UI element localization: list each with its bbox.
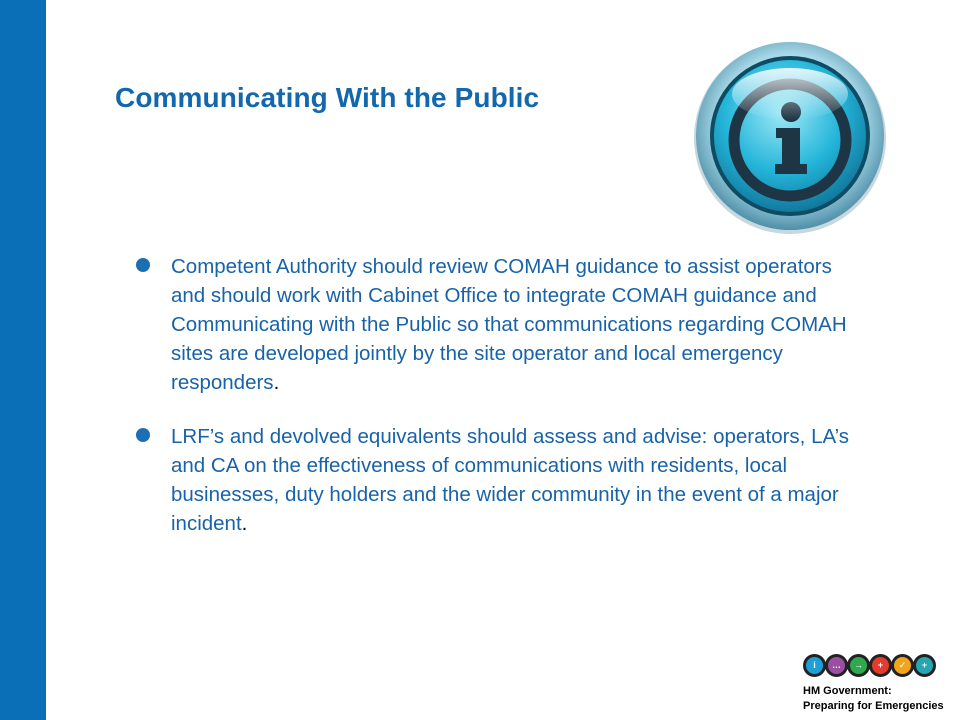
check-icon: ✓ [891,654,914,677]
bullet-period: . [241,512,248,535]
logo-text [803,684,953,714]
bullet-item [136,252,856,397]
left-accent-bar [0,0,46,720]
bullet-dot-icon [136,258,150,272]
info-icon: i [803,654,826,677]
slide-title: Communicating With the Public [115,82,540,113]
info-icon [690,36,890,236]
speech-icon: … [825,654,848,677]
first-aid-icon: + [869,654,892,677]
logo-icon-row [803,652,953,678]
bullet-item [136,422,856,538]
logo-line-2: Preparing for Emergencies [803,700,944,712]
arrow-icon: → [847,654,870,677]
bullet-list [136,252,856,563]
bullet-text: LRF’s and devolved equivalents should assess and advise: operators, LA’s and CA on the effectiveness of communications with residents, local businesses, duty holders and the wider community in the event of a major incident [171,425,850,535]
plus-icon: + [913,654,936,677]
bullet-dot-icon [136,428,150,442]
hm-government-logo [803,652,953,714]
logo-line-1: HM Government: [803,685,892,697]
bullet-period: . [273,371,280,394]
bullet-text: Competent Authority should review COMAH guidance to assist operators and should work with Cabinet Office to integrate COMAH guidance and Communicating with the Public so that communications regarding COMAH sites are developed jointly by the site operator and local emergency responders [171,255,847,394]
